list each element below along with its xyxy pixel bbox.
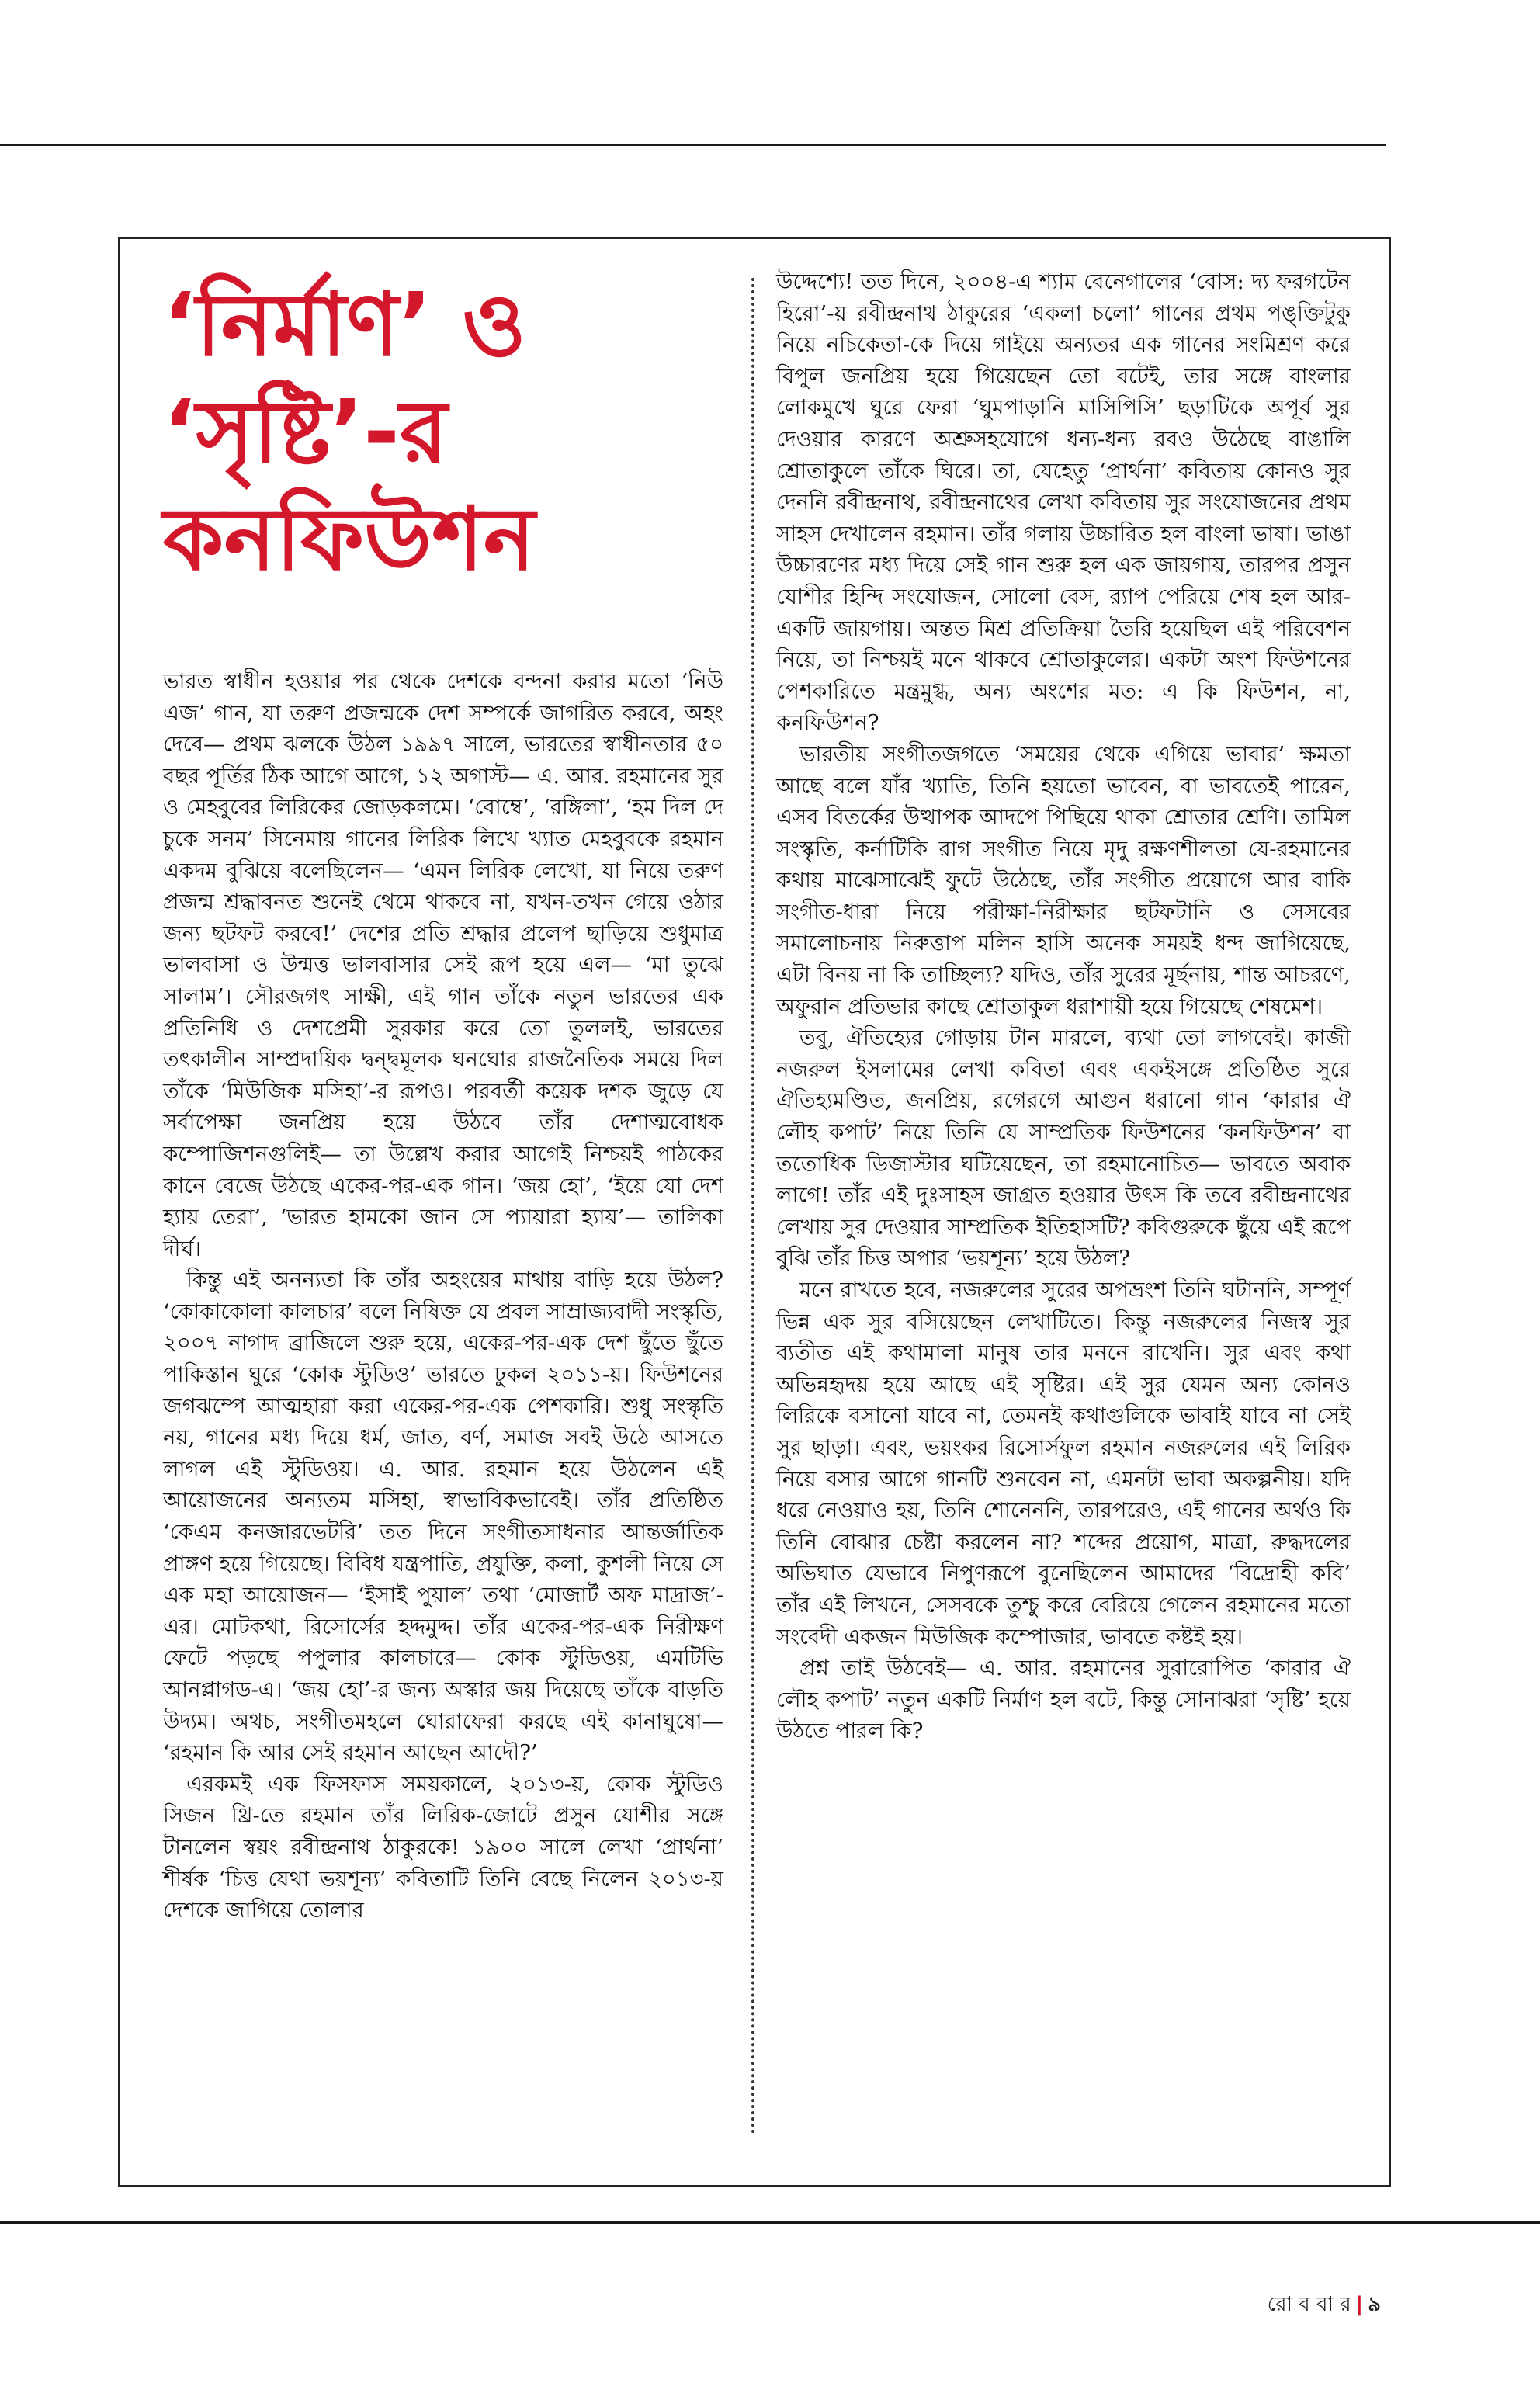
left-paragraph-3: এরকমই এক ফিসফাস সময়কালে, ২০১৩-য়, কোক স্টুডিও সিজন থ্রি-তে রহমান তাঁর লিরিক-জোটে প্রসুন যোশীর সঙ্গে টানলেন স্বয়ং রবীন্দ্রনাথ ঠাকুরকে! ১৯০০ সালে লেখা ‘প্রার্থনা’ শীর্ষক ‘চিত্ত যেথা ভয়শূন্য’ কবিতাটি তিনি বেছে নিলেন ২০১৩-য় দেশকে জাগিয়ে তোলার bbox=[163, 1771, 723, 1923]
right-column bbox=[776, 266, 1351, 1747]
left-column bbox=[163, 666, 723, 1927]
right-paragraph-1: উদ্দেশ্যে! তত দিনে, ২০০৪-এ শ্যাম বেনেগালের ‘বোস: দ্য ফরগটেন হিরো’-য় রবীন্দ্রনাথ ঠাকুরের ‘একলা চলো’ গানের প্রথম পঙ্‌ক্তিটুকু নিয়ে নচিকেতা-কে দিয়ে গাইয়ে অন্যতর এক গানের সংমিশ্রণ করে বিপুল জনপ্রিয় হয়ে গিয়েছেন তো বটেই, তার সঙ্গে বাংলার লোকমুখে ঘুরে ফেরা ‘ঘুমপাড়ানি মাসিপিসি’ ছড়াটিকে অপূর্ব সুর দেওয়ার কারণে অশ্রুসহযোগে ধন্য-ধন্য রবও উঠেছে বাঙালি শ্রোতাকুলে তাঁকে ঘিরে। তা, যেহেতু ‘প্রার্থনা’ কবিতায় কোনও সুর দেননি রবীন্দ্রনাথ, রবীন্দ্রনাথের লেখা কবিতায় সুর সংযোজনের প্রথম সাহস দেখালেন রহমান। তাঁর গলায় উচ্চারিত হল বাংলা ভাষা। ভাঙা উচ্চারণের মধ্য দিয়ে সেই গান শুরু হল এক জায়গায়, তারপর প্রসুন যোশীর হিন্দি সংযোজন, সোলো বেস, র‍্যাপ পেরিয়ে শেষ হল আর-একটি জায়গায়। অন্তত মিশ্র প্রতিক্রিয়া তৈরি হয়েছিল এই পরিবেশন নিয়ে, তা নিশ্চয়ই মনে থাকবে শ্রোতাকুলের। একটা অংশ ফিউশনের পেশকারিতে মন্ত্রমুগ্ধ, অন্য অংশের মত: এ কি ফিউশন, না, কনফিউশন? bbox=[776, 269, 1351, 736]
right-paragraph-5: প্রশ্ন তাই উঠবেই— এ. আর. রহমানের সুরারোপিত ‘কারার ঐ লৌহ কপাট’ নতুন একটি নির্মাণ হল বটে, কিন্তু সোনাঝরা ‘সৃষ্টি’ হয়ে উঠতে পারল কি? bbox=[776, 1656, 1351, 1744]
page-number: ৯ bbox=[1368, 2293, 1381, 2316]
right-paragraph-4: মনে রাখতে হবে, নজরুলের সুরের অপভ্রংশ তিনি ঘটাননি, সম্পূর্ণ ভিন্ন এক সুর বসিয়েছেন লেখাটিতে। কিন্তু নজরুলের নিজস্ব সুর ব্যতীত এই কথামালা মানুষ তার মননে রাখেনি। সুর এবং কথা অভিন্নহৃদয় হয়ে আছে এই সৃষ্টির। এই সুর যেমন অন্য কোনও লিরিকে বসানো যাবে না, তেমনই কথাগুলিকে ভাবাই যাবে না সেই সুর ছাড়া। এবং, ভয়ংকর রিসোর্সফুল রহমান নজরুলের এই লিরিক নিয়ে বসার আগে গানটি শুনবেন না, এমনটা ভাবা অকল্পনীয়। যদি ধরে নেওয়াও হয়, তিনি শোনেননি, তারপরেও, এই গানের অর্থও কি তিনি বোঝার চেষ্টা করলেন না? শব্দের প্রয়োগ, মাত্রা, রুদ্ধদলের অভিঘাত যেভাবে নিপুণরূপে বুনেছিলেন আমাদের ‘বিদ্রোহী কবি’ তাঁর এই লিখনে, সেসবকে তুশ্চু করে বেরিয়ে গেলেন রহমানের মতো সংবেদী একজন মিউজিক কম্পোজার, ভাবতে কষ্টই হয়। bbox=[776, 1278, 1351, 1649]
right-paragraph-2: ভারতীয় সংগীতজগতে ‘সময়ের থেকে এগিয়ে ভাবার’ ক্ষমতা আছে বলে যাঁর খ্যাতি, তিনি হয়তো ভাবেন, বা ভাবতেই পারেন, এসব বিতর্কের উত্থাপক আদপে পিছিয়ে থাকা শ্রোতার শ্রেণি। তামিল সংস্কৃতি, কর্নাটিকি রাগ সংগীত নিয়ে মৃদু রক্ষণশীলতা যে-রহমানের কথায় মাঝেসাঝেই ফুটে উঠেছে, তাঁর সংগীত প্রয়োগে আর বাকি সংগীত-ধারা নিয়ে পরীক্ষা-নিরীক্ষার ছটফটানি ও সেসবের সমালোচনায় নিরুত্তাপ মলিন হাসি অনেক সময়ই ধন্দ জাগিয়েছে, এটা বিনয় না কি তাচ্ছিল্য? যদিও, তাঁর সুরের মূর্ছনায়, শান্ত আচরণে, অফুরান প্রতিভার কাছে শ্রোতাকুল ধরাশায়ী হয়ে গিয়েছে শেষমেশ। bbox=[776, 741, 1351, 1019]
page-footer bbox=[1268, 2288, 1381, 2322]
right-paragraph-3: তবু, ঐতিহ্যের গোড়ায় টান মারলে, ব্যথা তো লাগবেই। কাজী নজরুল ইসলামের লেখা কবিতা এবং একইসঙ্গে প্রতিষ্ঠিত সুরে ঐতিহ্যমণ্ডিত, জনপ্রিয়, রগেরগে আগুন ধরানো গান ‘কারার ঐ লৌহ কপাট’ নিয়ে তিনি যে সাম্প্রতিক ফিউশনের ‘কনফিউশন’ বা ততোধিক ডিজাস্টার ঘটিয়েছেন, তা রহমানোচিত— ভাবতে অবাক লাগে! তাঁর এই দুঃসাহস জাগ্রত হওয়ার উৎস কি তবে রবীন্দ্রনাথের লেখায় সুর দেওয়ার সাম্প্রতিক ইতিহাসটি? কবিগুরুকে ছুঁয়ে এই রূপে বুঝি তাঁর চিত্ত অপার ‘ভয়শূন্য’ হয়ে উঠল? bbox=[776, 1025, 1351, 1271]
magazine-name: রো ব বা র bbox=[1267, 2293, 1351, 2316]
top-rule bbox=[0, 144, 1386, 146]
column-divider bbox=[751, 278, 754, 2135]
headline-line-2: ‘সৃষ্টি’-র bbox=[163, 382, 448, 483]
left-paragraph-2: কিন্তু এই অনন্যতা কি তাঁর অহংয়ের মাথায় বাড়ি হয়ে উঠল? ‘কোকাকোলা কালচার’ বলে নিষিক্ত যে প্রবল সাম্রাজ্যবাদী সংস্কৃতি, ২০০৭ নাগাদ ব্রাজিলে শুরু হয়ে, একের-পর-এক দেশ ছুঁতে ছুঁতে পাকিস্তান ঘুরে ‘কোক স্টুডিও’ ভারতে ঢুকল ২০১১-য়। ফিউশনের জগঝম্পে আত্মহারা করা একের-পর-এক পেশকারি। শুধু সংস্কৃতি নয়, গানের মধ্য দিয়ে ধর্ম, জাত, বর্ণ, সমাজ সবই উঠে আসতে লাগল এই স্টুডিওয়। এ. আর. রহমান হয়ে উঠলেন এই আয়োজনের অন্যতম মসিহা, স্বাভাবিকভাবেই। তাঁর প্রতিষ্ঠিত ‘কেএম কনজারভেটরি’ তত দিনে সংগীতসাধনার আন্তর্জাতিক প্রাঙ্গণ হয়ে গিয়েছে। বিবিধ যন্ত্রপাতি, প্রযুক্তি, কলা, কুশলী নিয়ে সে এক মহা আয়োজন— ‘ইসাই পুয়াল’ তথা ‘মোজার্ট অফ মাদ্রাজ’-এর। মোটকথা, রিসোর্সের হদ্দমুদ্দ। তাঁর একের-পর-এক নিরীক্ষণ ফেটে পড়ছে পপুলার কালচারে— কোক স্টুডিওয়, এমটিভি আনপ্লাগড-এ। ‘জয় হো’-র জন্য অস্কার জয় দিয়েছে তাঁকে বাড়তি উদ্যম। অথচ, সংগীতমহলে ঘোরাফেরা করছে এই কানাঘুষো— ‘রহমান কি আর সেই রহমান আছেন আদৌ?’ bbox=[163, 1268, 723, 1766]
headline-line-1: ‘নির্মাণ’ ও bbox=[163, 275, 526, 376]
footer-separator: | bbox=[1355, 2293, 1364, 2316]
headline-line-3: কনফিউশন bbox=[163, 489, 536, 590]
article-headline bbox=[163, 272, 722, 593]
bottom-rule bbox=[0, 2221, 1540, 2224]
left-paragraph-1: ভারত স্বাধীন হওয়ার পর থেকে দেশকে বন্দনা করার মতো ‘নিউ এজ’ গান, যা তরুণ প্রজন্মকে দেশ সম্পর্কে জাগরিত করবে, অহং দেবে— প্রথম ঝলকে উঠল ১৯৯৭ সালে, ভারতের স্বাধীনতার ৫০ বছর পূর্তির ঠিক আগে আগে, ১২ অগাস্ট— এ. আর. রহমানের সুর ও মেহবুবের লিরিকের জোড়কলমে। ‘বোম্বে’, ‘রঙ্গিলা’, ‘হম দিল দে চুকে সনম’ সিনেমায় গানের লিরিক লিখে খ্যাত মেহবুবকে রহমান একদম বুঝিয়ে বলেছিলেন— ‘এমন লিরিক লেখো, যা নিয়ে তরুণ প্রজন্ম শ্রদ্ধাবনত শুনেই থেমে থাকবে না, যখন-তখন গেয়ে ওঠার জন্য ছটফট করবে!’ দেশের প্রতি শ্রদ্ধার প্রলেপ ছাড়িয়ে শুধুমাত্র ভালবাসা ও উন্মত্ত ভালবাসার সেই রূপ হয়ে এল— ‘মা তুঝে সালাম’। সৌরজগৎ সাক্ষী, এই গান তাঁকে নতুন ভারতের এক প্রতিনিধি ও দেশপ্রেমী সুরকার করে তো তুললই, ভারতের তৎকালীন সাম্প্রদায়িক দ্বন্দ্বমূলক ঘনঘোর রাজনৈতিক সময়ে দিল তাঁকে ‘মিউজিক মসিহা’-র রূপও। পরবর্তী কয়েক দশক জুড়ে যে সর্বাপেক্ষা জনপ্রিয় হয়ে উঠবে তাঁর দেশাত্মবোধক কম্পোজিশনগুলিই— তা উল্লেখ করার আগেই নিশ্চয়ই পাঠকের কানে বেজে উঠছে একের-পর-এক গান। ‘জয় হো’, ‘ইয়ে যো দেশ হ্যায় তেরা’, ‘ভারত হামকো জান সে প্যায়ারা হ্যায়’— তালিকা দীর্ঘ। bbox=[163, 669, 723, 1261]
